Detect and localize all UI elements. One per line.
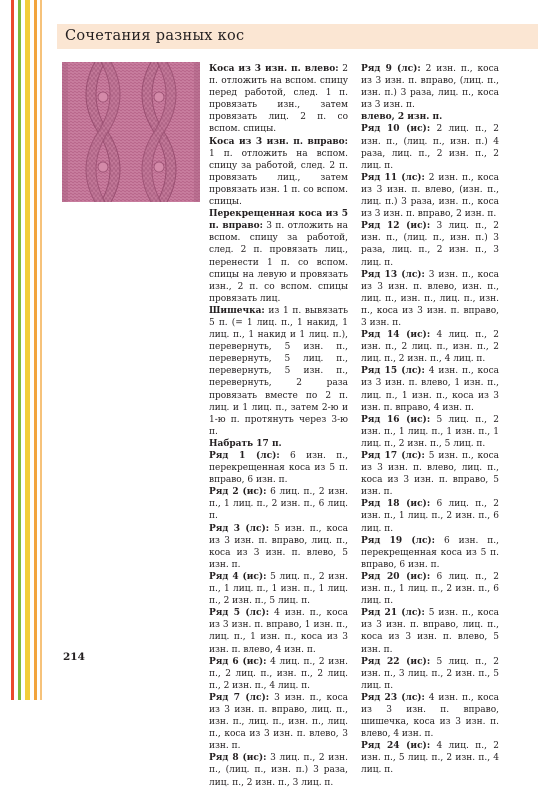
instruction-text: 2 лиц. п., 2 изн. п., (лиц. п., изн. п.) 4 раза, лиц. п., 2 изн. п., 2 лиц. п. bbox=[361, 124, 499, 171]
instruction-text: 1 п. отложить на вспом. спицу за работой, след. 2 п. провязать лиц., затем провязать изн. 1 п. со вспом. спицы. bbox=[209, 148, 348, 208]
instruction-paragraph bbox=[361, 656, 499, 692]
instruction-heading: Ряд 24 (ис): bbox=[361, 741, 431, 752]
instruction-paragraph bbox=[209, 63, 348, 136]
stripe-red bbox=[11, 0, 14, 700]
instruction-text: 4 изн. п., коса из 3 изн. п. вправо, 1 изн. п., лиц. п., 1 изн. п., коса из 3 изн. п. влево, 4 изн. п. bbox=[209, 608, 349, 655]
instruction-paragraph bbox=[361, 740, 499, 776]
stripe-yellow bbox=[25, 0, 30, 700]
instruction-heading: Коса из 3 изн. п. влево: bbox=[209, 64, 339, 74]
text-column-left bbox=[209, 63, 348, 789]
instruction-paragraph bbox=[361, 111, 499, 123]
instruction-heading: Ряд 16 (ис): bbox=[361, 414, 431, 425]
instruction-heading: Ряд 3 (лс): bbox=[209, 523, 270, 534]
instruction-paragraph bbox=[361, 692, 499, 740]
instruction-heading: Ряд 15 (лс): bbox=[361, 366, 425, 377]
instruction-text: 6 лиц. п., 2 изн. п., 1 лиц. п., 2 изн. п., 6 лиц. п. bbox=[209, 487, 348, 522]
instruction-heading: Ряд 21 (лс): bbox=[361, 608, 425, 619]
instruction-text: 3 изн. п., коса из 3 изн. п. влево, изн. п., лиц. п., изн. п., лиц. п., изн. п., коса из 3 изн. п. вправо, 3 изн. п. bbox=[361, 269, 500, 328]
knitting-swatch-image bbox=[62, 62, 200, 202]
page-number: 214 bbox=[63, 651, 85, 663]
instruction-heading: Ряд 8 (ис): bbox=[209, 753, 267, 764]
instruction-paragraph bbox=[209, 656, 348, 692]
instruction-text: 2 п. отложить на вспом. спицу перед работой, след. 1 п. провязать изн., затем провязать лиц. 2 п. со вспом. спицы. bbox=[209, 64, 348, 135]
instruction-paragraph bbox=[361, 172, 499, 220]
instruction-paragraph bbox=[209, 305, 348, 438]
instruction-heading: Ряд 17 (лс): bbox=[361, 451, 425, 461]
instruction-paragraph bbox=[209, 486, 348, 522]
instruction-heading: Ряд 1 (лс): bbox=[209, 451, 280, 461]
instruction-text: 6 лиц. п., 2 изн. п., 1 лиц. п., 2 изн. п., 6 лиц. п. bbox=[361, 499, 499, 534]
decorative-yarn-stripes bbox=[0, 0, 56, 700]
instruction-paragraph bbox=[361, 220, 499, 268]
instruction-text: 4 лиц. п., 2 изн. п., 5 лиц. п., 2 изн. п., 4 лиц. п. bbox=[361, 741, 499, 776]
page-header bbox=[57, 24, 538, 49]
instruction-paragraph bbox=[361, 329, 499, 365]
instruction-heading: Ряд 9 (лс): bbox=[361, 64, 421, 74]
instruction-heading: Ряд 10 (ис): bbox=[361, 124, 431, 135]
instruction-paragraph bbox=[209, 607, 348, 655]
instruction-heading: Ряд 14 (ис): bbox=[361, 330, 431, 341]
instruction-text: 3 изн. п., коса из 3 изн. п. вправо, лиц. п., изн. п., лиц. п., изн. п., лиц. п., коса из 3 изн. п. влево, 3 изн. п. bbox=[209, 692, 349, 752]
instruction-paragraph bbox=[209, 571, 348, 607]
instruction-text: 5 изн. п., коса из 3 изн. п. вправо, лиц. п., коса из 3 изн. п. влево, 5 изн. п. bbox=[209, 523, 349, 570]
instruction-paragraph bbox=[361, 450, 499, 498]
instruction-text: 6 изн. п., перекрещенная коса из 5 п. вправо, 6 изн. п. bbox=[361, 535, 500, 570]
instruction-heading: Ряд 2 (ис): bbox=[209, 487, 267, 498]
instruction-heading: Ряд 13 (лс): bbox=[361, 269, 425, 280]
instruction-heading: Перекрещенная коса из 5 п. вправо: bbox=[209, 209, 348, 232]
instruction-text: 2 изн. п., коса из 3 изн. п. влево, (изн. п., лиц. п.) 3 раза, изн. п., коса из 3 изн. п. вправо, 2 изн. п. bbox=[361, 172, 500, 220]
instruction-heading: Ряд 6 (ис): bbox=[209, 656, 267, 667]
instruction-text: 6 изн. п., перекрещенная коса из 5 п. вправо, 6 изн. п. bbox=[209, 451, 349, 486]
stripe-light-orange bbox=[40, 0, 42, 700]
instruction-paragraph bbox=[361, 535, 499, 571]
instruction-paragraph bbox=[209, 752, 348, 788]
instruction-text: 2 изн. п., коса из 3 изн. п. вправо, (лиц. п., изн. п.) 3 раза, лиц. п., коса из 3 изн. п. bbox=[361, 64, 499, 111]
instruction-paragraph bbox=[361, 63, 499, 111]
instruction-paragraph bbox=[209, 208, 348, 305]
instruction-paragraph bbox=[361, 498, 499, 534]
instruction-text: 5 лиц. п., 2 изн. п., 1 лиц. п., 1 изн. п., 1 лиц. п., 2 изн. п., 5 лиц. п. bbox=[209, 571, 348, 607]
instruction-heading: Ряд 18 (ис): bbox=[361, 499, 431, 510]
instruction-heading: Ряд 20 (ис): bbox=[361, 571, 431, 582]
instruction-heading: Ряд 23 (лс): bbox=[361, 692, 425, 703]
instruction-paragraph bbox=[209, 692, 348, 752]
instruction-heading: влево, 2 изн. п. bbox=[361, 112, 443, 123]
instruction-text: из 1 п. вывязать 5 п. (= 1 лиц. п., 1 накид, 1 лиц. п., 1 накид и 1 лиц. п.), перевернуть, 5 изн. п., перевернуть, 5 лиц. п., перевернуть, 5 изн. п., перевернуть, 2 раза провязать вместе по 2 п. лиц. и 1 лиц. п., затем 2-ю и 1-ю п. протянуть через 3-ю п. bbox=[209, 305, 348, 437]
instruction-text: 4 лиц. п., 2 изн. п., 2 лиц. п., изн. п., 2 лиц. п., 2 изн. п., 4 лиц. п. bbox=[209, 656, 348, 691]
instruction-paragraph bbox=[361, 571, 499, 607]
instruction-text: 4 изн. п., коса из 3 изн. п. вправо, шишечка, коса из 3 изн. п. влево, 4 изн. п. bbox=[361, 692, 500, 740]
instruction-text: 5 изн. п., коса из 3 изн. п. влево, лиц. п., коса из 3 изн. п. вправо, 5 изн. п. bbox=[361, 451, 500, 498]
instruction-heading: Ряд 12 (ис): bbox=[361, 221, 431, 232]
instruction-text: 5 изн. п., коса из 3 изн. п. вправо, лиц. п., коса из 3 изн. п. влево, 5 изн. п. bbox=[361, 608, 500, 655]
instruction-text: 3 п. отложить на вспом. спицу за работой, след. 2 п. провязать лиц., перенести 1 п. со вспом. спицы на левую и провязать изн., 2 п. со вспом. спицы провязать лиц. bbox=[209, 221, 348, 304]
instruction-heading: Набрать 17 п. bbox=[209, 438, 282, 449]
text-column-right bbox=[361, 63, 499, 777]
instruction-heading: Ряд 7 (лс): bbox=[209, 692, 270, 703]
instruction-text: 4 изн. п., коса из 3 изн. п. влево, 1 изн. п., лиц. п., 1 изн. п., коса из 3 изн. п. вправо, 4 изн. п. bbox=[361, 366, 500, 413]
instruction-paragraph bbox=[361, 365, 499, 413]
instruction-heading: Ряд 5 (лс): bbox=[209, 608, 270, 619]
instruction-text: 3 лиц. п., 2 изн. п., (лиц. п., изн. п.) 3 раза, лиц. п., 2 изн. п., 3 лиц. п. bbox=[209, 753, 348, 788]
instruction-paragraph bbox=[209, 136, 348, 209]
instruction-heading: Коса из 3 изн. п. вправо: bbox=[209, 136, 348, 147]
stripe-green bbox=[18, 0, 21, 700]
instruction-heading: Ряд 22 (ис): bbox=[361, 656, 431, 667]
page-title: Сочетания разных кос bbox=[65, 28, 245, 44]
instruction-paragraph bbox=[361, 123, 499, 171]
instruction-heading: Ряд 11 (лс): bbox=[361, 172, 425, 183]
instruction-text: 5 лиц. п., 2 изн. п., 3 лиц. п., 2 изн. п., 5 лиц. п. bbox=[361, 656, 499, 691]
instruction-heading: Ряд 19 (лс): bbox=[361, 535, 436, 546]
instruction-paragraph bbox=[361, 414, 499, 450]
stripe-orange bbox=[34, 0, 37, 700]
instruction-paragraph bbox=[209, 450, 348, 486]
instruction-text: 4 лиц. п., 2 изн. п., 2 лиц. п., изн. п., 2 лиц. п., 2 изн. п., 4 лиц. п. bbox=[361, 330, 499, 365]
instruction-heading: Ряд 4 (ис): bbox=[209, 571, 267, 582]
instruction-text: 6 лиц. п., 2 изн. п., 1 лиц. п., 2 изн. п., 6 лиц. п. bbox=[361, 571, 499, 607]
instruction-paragraph bbox=[209, 523, 348, 571]
instruction-heading: Шишечка: bbox=[209, 305, 265, 316]
instruction-paragraph bbox=[361, 269, 499, 329]
instruction-paragraph bbox=[209, 438, 348, 450]
instruction-text: 3 лиц. п., 2 изн. п., (лиц. п., изн. п.) 3 раза, лиц. п., 2 изн. п., 3 лиц. п. bbox=[361, 221, 499, 268]
instruction-paragraph bbox=[361, 607, 499, 655]
instruction-text: 5 лиц. п., 2 изн. п., 1 лиц. п., 1 изн. п., 1 лиц. п., 2 изн. п., 5 лиц. п. bbox=[361, 414, 499, 449]
